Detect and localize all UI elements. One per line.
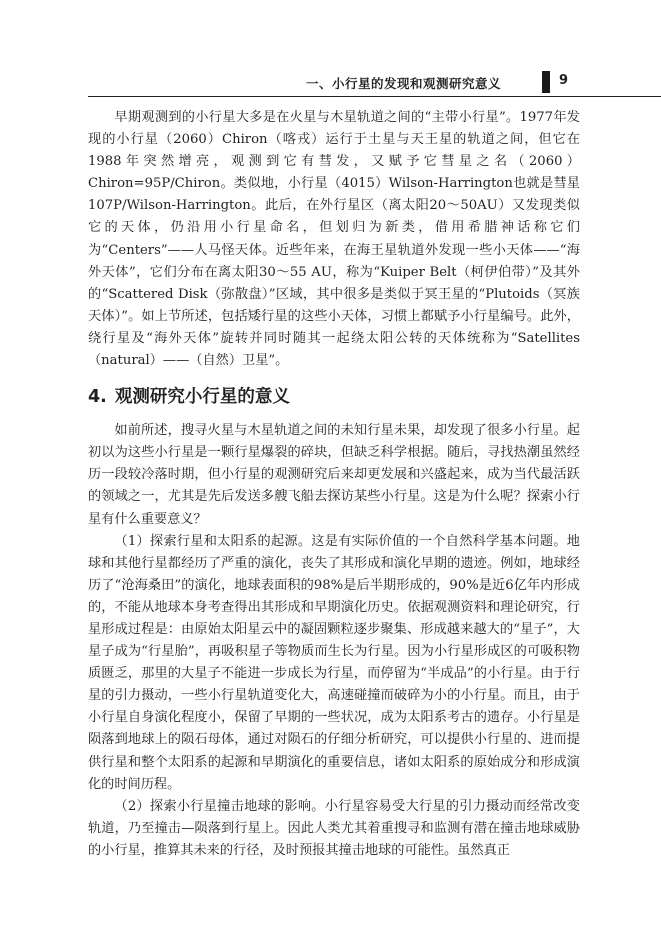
running-head-title: 一、小行星的发现和观测研究意义: [305, 76, 501, 91]
section-heading: [88, 384, 580, 410]
paragraph-section-1: 如前所述，搜寻火星与木星轨道之间的未知行星未果，却发现了很多小行星。起初以为这些小行星是一颗行星爆裂的碎块，但缺乏科学根据。随后，寻找热潮虽然经历一段较冷落时期，但小行星的观测研究后来却更发展和兴盛起来，成为当代最活跃的领域之一，尤其是先后发送多艘飞船去探访某些小行星。这是为什么呢？探索小行星有什么重要意义？: [88, 423, 580, 527]
paragraph-section-2: （1）探索行星和太阳系的起源。这是有实际价值的一个自然科学基本问题。地球和其他行星都经历了严重的演化，丧失了其形成和演化早期的遗迹。例如，地球经历了“沧海桑田”的演化，地球表面积的98%是后半期形成的，90%是近6亿年内形成的，不能从地球本身考查得出其形成和早期演化历史。依据观测资料和理论研究，行星形成过程是：由原始太阳星云中的凝固颗粒逐步聚集、形成越来越大的“星子”，大星子成为“行星胎”，再吸积星子等物质而生长为行星。因为小行星形成区的可吸积物质匮乏，那里的大星子不能进一步成长为行星，而停留为“半成品”的小行星。由于行星的引力摄动，一些小行星轨道变化大，高速碰撞而破碎为小的小行星。而且，由于小行星自身演化程度小，保留了早期的一些状况，成为太阳系考古的遗存。小行星是陨落到地球上的陨石母体，通过对陨石的仔细分析研究，可以提供小行星的、进而提供行星和整个太阳系的起源和早期演化的重要信息，诸如太阳系的原始成分和形成演化的时间历程。: [88, 533, 580, 792]
section-number: 4.: [88, 387, 107, 408]
page-body: [88, 107, 580, 862]
header-divider-bar: [542, 71, 550, 93]
section-title: 观测研究小行星的意义: [114, 387, 290, 408]
header-rule: [88, 96, 661, 97]
paragraph-intro: 早期观测到的小行星大多是在火星与木星轨道之间的“主带小行星”。1977年发现的小行星（2060）Chiron（喀戎）运行于土星与天王星的轨道之间，但它在1988年突然增亮，观测到它有彗发，又赋予它彗星之名（2060）Chiron=95P/Chiron。类似地，小行星（4015）Wilson-Harrington也就是彗星107P/Wilson-Harrington。此后，在外行星区（离太阳20～50AU）又发现类似它的天体，仍沿用小行星命名，但划归为新类，借用希腊神话称它们为“Centers”——人马怪天体。近些年来，在海王星轨道外发现一些小天体——“海外天体”，它们分布在离太阳30～55 AU，称为“Kuiper Belt（柯伊伯带）”及其外的“Scattered Disk（弥散盘）”区域，其中很多是类似于冥王星的“Plutoids（冥族天体）”。如上节所述，包括矮行星的这些小天体，习惯上都赋予小行星编号。此外，绕行星及“海外天体”旋转并同时随其一起绕太阳公转的天体统称为“Satellites（natural）——（自然）卫星”。: [88, 110, 580, 369]
page-number: 9: [559, 73, 569, 88]
page-header: [0, 0, 661, 100]
paragraph-section-3: （2）探索小行星撞击地球的影响。小行星容易受大行星的引力摄动而经常改变轨道，乃至撞击—陨落到行星上。因此人类尤其着重搜寻和监测有潜在撞击地球威胁的小行星，推算其未来的行径，及时预报其撞击地球的可能性。虽然真正: [88, 798, 580, 858]
